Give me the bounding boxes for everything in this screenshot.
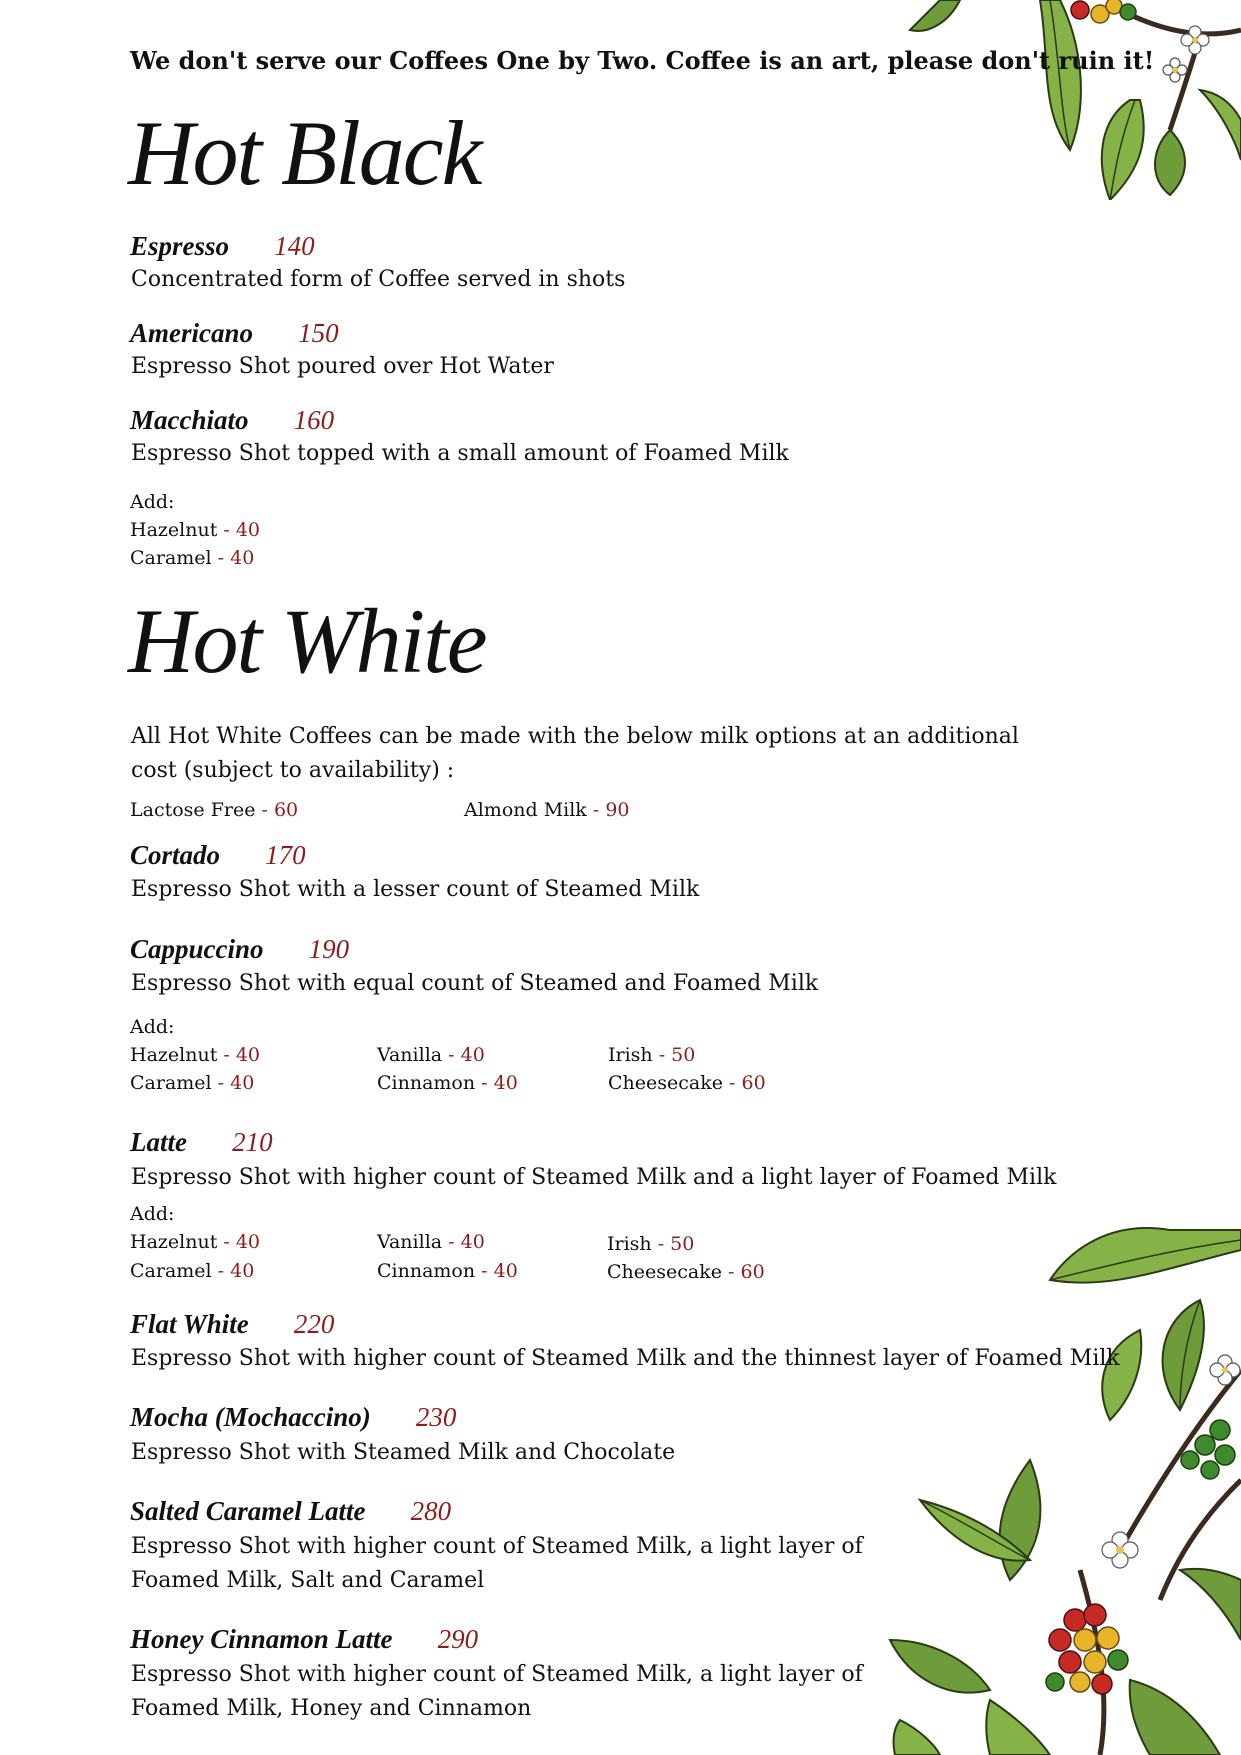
- item-price: 280: [410, 1496, 452, 1526]
- item-description: Espresso Shot with equal count of Steamed and Foamed Milk: [131, 971, 819, 996]
- addon-price: 40: [230, 1260, 255, 1282]
- item-description: Espresso Shot with higher count of Steamed Milk and a light layer of Foamed Milk: [131, 1165, 1057, 1190]
- milk-price: 60: [273, 799, 299, 821]
- item-price: 150: [298, 318, 339, 348]
- addon-price: 40: [493, 1072, 518, 1094]
- add-label: Add:: [130, 491, 175, 513]
- item-name: Cortado: [130, 840, 221, 870]
- milk-option-lactose-free: [130, 799, 298, 821]
- addon-name: Cinnamon: [377, 1072, 476, 1094]
- menu-item-mocha: [130, 1402, 456, 1433]
- addon-name: Hazelnut: [130, 1231, 218, 1253]
- addon-name: Cheesecake: [608, 1072, 723, 1094]
- menu-item-salted-caramel-latte: [130, 1496, 451, 1527]
- addon-price: 50: [671, 1044, 696, 1066]
- addon-name: Caramel: [130, 1072, 212, 1094]
- addon-price: 40: [235, 1231, 261, 1253]
- addon-price: 40: [230, 547, 255, 569]
- item-price: 190: [308, 934, 350, 964]
- addon-sep: -: [475, 1072, 494, 1094]
- addon-cheesecake: [608, 1072, 766, 1094]
- item-name: Macchiato: [130, 405, 249, 435]
- addon-hazelnut: [130, 1231, 260, 1253]
- addon-sep: -: [217, 1231, 236, 1253]
- addon-name: Hazelnut: [130, 519, 218, 541]
- item-price: 230: [415, 1402, 457, 1432]
- item-price: 290: [437, 1624, 479, 1654]
- item-name: Latte: [130, 1127, 187, 1157]
- addon-price: 40: [460, 1044, 485, 1066]
- addon-price: 40: [235, 519, 261, 541]
- item-name: Salted Caramel Latte: [130, 1496, 366, 1526]
- addon-caramel: [130, 1072, 254, 1094]
- addon-price: 60: [740, 1261, 765, 1283]
- addon-price: 40: [235, 1044, 261, 1066]
- addon-sep: -: [211, 547, 231, 569]
- addon-cheesecake: [607, 1261, 765, 1283]
- milk-options-intro-line2: cost (subject to availability) :: [131, 758, 455, 783]
- menu-tagline: We don't serve our Coffees One by Two. Coffee is an art, please don't ruin it!: [130, 46, 1155, 75]
- menu-item-macchiato: [130, 405, 334, 436]
- addon-sep: -: [217, 519, 236, 541]
- addon-name: Vanilla: [377, 1231, 443, 1253]
- item-price: 140: [274, 231, 315, 261]
- coffee-plant-illustration-top: [900, 0, 1241, 200]
- menu-item-honey-cinnamon-latte: [130, 1624, 478, 1655]
- addon-sep: -: [442, 1231, 461, 1253]
- item-description-line2: Foamed Milk, Salt and Caramel: [131, 1568, 485, 1593]
- addon-vanilla: [377, 1231, 485, 1253]
- menu-item-americano: [130, 318, 339, 349]
- item-description: Espresso Shot with a lesser count of Steamed Milk: [131, 877, 700, 902]
- item-price: 210: [232, 1127, 273, 1157]
- addon-name: Irish: [608, 1044, 653, 1066]
- item-description: Espresso Shot topped with a small amount of Foamed Milk: [131, 441, 789, 466]
- item-name: Americano: [130, 318, 254, 348]
- addon-sep: -: [722, 1072, 742, 1094]
- section-title-hot-white: Hot White: [128, 590, 486, 692]
- addon-name: Vanilla: [377, 1044, 443, 1066]
- addon-sep: -: [651, 1233, 671, 1255]
- coffee-plant-illustration-bottom: [880, 1220, 1241, 1755]
- item-description-line1: Espresso Shot with higher count of Steamed Milk, a light layer of: [131, 1662, 863, 1687]
- item-price: 160: [293, 405, 335, 435]
- addon-price: 60: [741, 1072, 766, 1094]
- addon-sep: -: [442, 1044, 461, 1066]
- addon-price: 40: [460, 1231, 485, 1253]
- addon-caramel: [130, 1260, 254, 1282]
- addon-sep: -: [721, 1261, 741, 1283]
- item-description: Espresso Shot with Steamed Milk and Chocolate: [131, 1440, 676, 1465]
- item-name: Espresso: [130, 231, 230, 261]
- milk-option-almond: [464, 799, 630, 821]
- milk-price: 90: [605, 799, 630, 821]
- section-title-hot-black: Hot Black: [128, 102, 481, 204]
- menu-item-cappuccino: [130, 934, 349, 965]
- addon-sep: -: [652, 1044, 672, 1066]
- item-name: Flat White: [130, 1309, 249, 1339]
- item-description: Espresso Shot poured over Hot Water: [131, 354, 554, 379]
- addon-hazelnut: [130, 519, 260, 541]
- addon-sep: -: [211, 1072, 231, 1094]
- addon-cinnamon: [377, 1260, 518, 1282]
- menu-item-espresso: [130, 231, 315, 262]
- addon-hazelnut: [130, 1044, 260, 1066]
- menu-item-flat-white: [130, 1309, 334, 1340]
- milk-name: Lactose Free: [130, 799, 256, 821]
- menu-item-latte: [130, 1127, 273, 1158]
- addon-cinnamon: [377, 1072, 518, 1094]
- addon-vanilla: [377, 1044, 485, 1066]
- item-price: 220: [293, 1309, 335, 1339]
- item-name: Mocha (Mochaccino): [130, 1402, 371, 1432]
- addon-name: Cinnamon: [377, 1260, 476, 1282]
- item-name: Honey Cinnamon Latte: [130, 1624, 393, 1654]
- milk-name: Almond Milk: [464, 799, 587, 821]
- add-label: Add:: [130, 1203, 175, 1225]
- addon-price: 40: [493, 1260, 518, 1282]
- addon-name: Caramel: [130, 1260, 212, 1282]
- add-label: Add:: [130, 1016, 175, 1038]
- addon-price: 40: [230, 1072, 255, 1094]
- menu-item-cortado: [130, 840, 306, 871]
- item-description-line2: Foamed Milk, Honey and Cinnamon: [131, 1696, 532, 1721]
- addon-irish: [607, 1233, 694, 1255]
- addon-name: Caramel: [130, 547, 212, 569]
- item-description: Concentrated form of Coffee served in shots: [131, 267, 626, 292]
- addon-name: Cheesecake: [607, 1261, 722, 1283]
- addon-name: Hazelnut: [130, 1044, 218, 1066]
- item-description-line1: Espresso Shot with higher count of Steamed Milk, a light layer of: [131, 1534, 863, 1559]
- item-name: Cappuccino: [130, 934, 264, 964]
- item-price: 170: [265, 840, 306, 870]
- addon-price: 50: [670, 1233, 695, 1255]
- addon-irish: [608, 1044, 695, 1066]
- addon-caramel: [130, 547, 254, 569]
- milk-options-intro-line1: All Hot White Coffees can be made with the below milk options at an additional: [131, 724, 1019, 749]
- addon-sep: -: [475, 1260, 494, 1282]
- milk-sep: -: [255, 799, 274, 821]
- addon-sep: -: [211, 1260, 231, 1282]
- milk-sep: -: [586, 799, 606, 821]
- item-description: Espresso Shot with higher count of Steamed Milk and the thinnest layer of Foamed Milk: [131, 1346, 1120, 1371]
- addon-name: Irish: [607, 1233, 652, 1255]
- addon-sep: -: [217, 1044, 236, 1066]
